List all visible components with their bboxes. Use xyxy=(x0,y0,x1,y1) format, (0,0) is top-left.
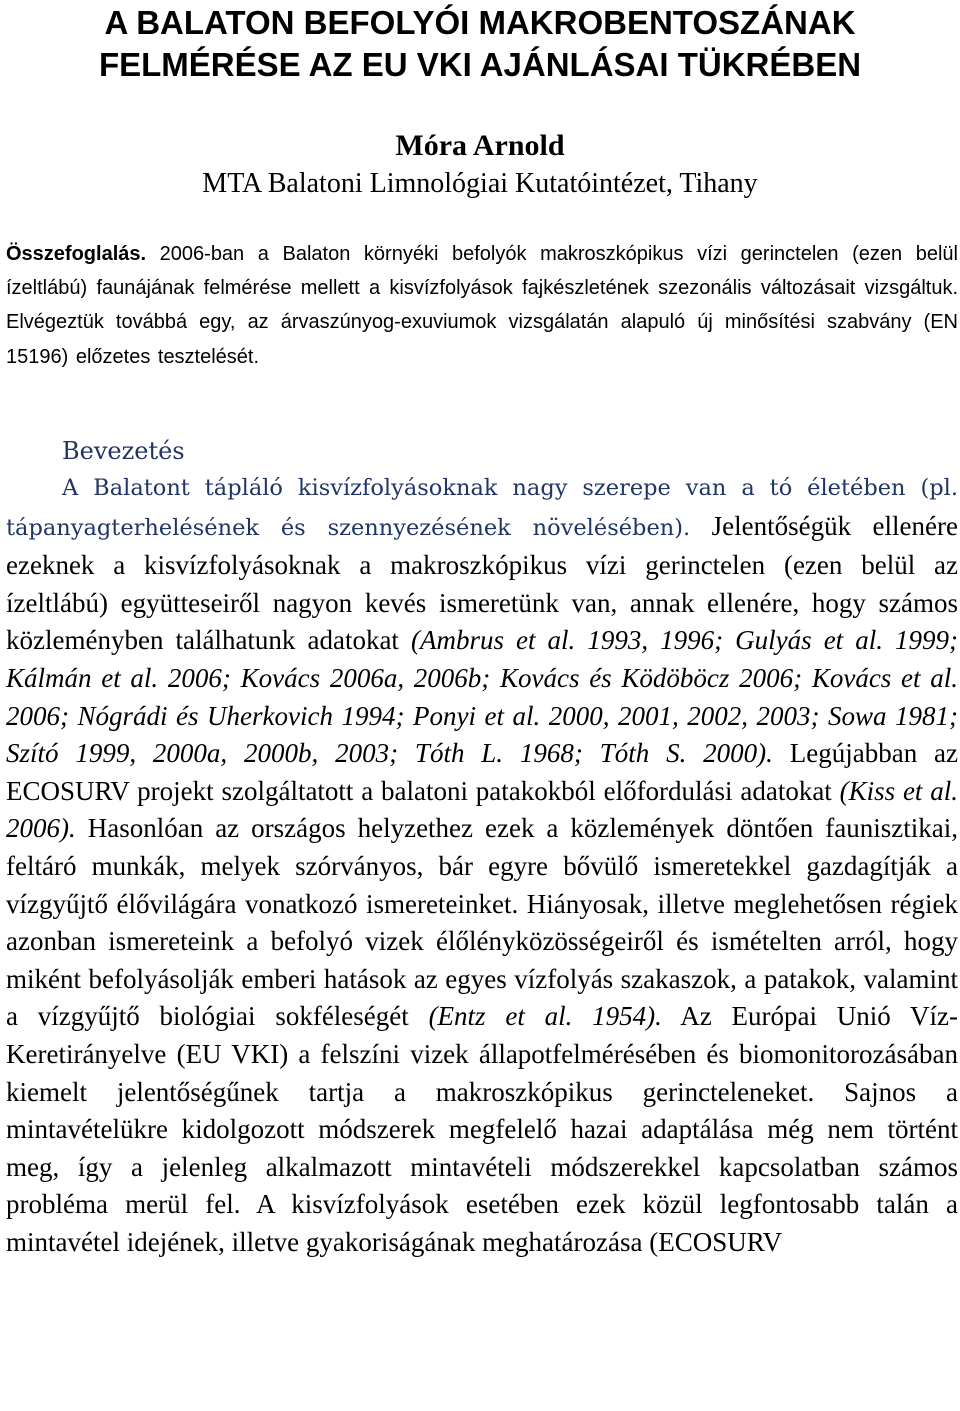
section-heading-introduction: Bevezetés xyxy=(62,437,185,465)
author-affiliation: MTA Balatoni Limnológiai Kutatóintézet, Tihany xyxy=(202,168,758,199)
intro-text-3: Hasonlóan az országos helyzethez ezek a közlemények döntően faunisztikai, feltáró munkák, melyek szórványos, bár egyre bővülő ismeretekkel gazdagítják a vízgyűjtő élővilágára vonatkozó ismereteinket. Hiányosak, illetve meglehetősen régiek azonban ismereteink a befolyó vizek élőlényközösségeiről és ismételten arról, hogy miként befolyásolják emberi hatások az egyes vízfolyás szakaszok, a patakok, valamint a vízgyűjtő biológiai sokféleségét xyxy=(6,813,958,1032)
author-name: Móra Arnold xyxy=(395,129,565,162)
introduction-body xyxy=(6,468,958,1261)
citation-group-3: (Entz et al. 1954). xyxy=(428,1001,662,1032)
intro-text-4: Az Európai Unió Víz-Keretirányelve (EU VKI) a felszíni vizek állapotfelmérésében és biomonitorozásában kiemelt jelentőségűnek tartja a makroszkópikus gerincteleneket. Sajnos a mintavételükre kidolgozott módszerek megfelelő hazai adaptálása még nem történt meg, így a jelenleg alkalmazott mintavételi módszerekkel kapcsolatban számos probléma merül fel. A kisvízfolyások esetében ezek közül legfontosabb talán a mintavétel idejének, illetve gyakoriságának meghatározása (ECOSURV xyxy=(6,1001,959,1257)
abstract-text: 2006-ban a Balaton környéki befolyók makroszkópikus vízi gerinctelen (ezen belül ízeltlábú) faunájának felmérése mellett a kisvízfolyások fajkészletének szezonális változásait vizsgáltuk. Elvégeztük továbbá egy, az árvaszúnyog-exuviumok vizsgálatán alapuló új minősítési szabvány (EN 15196) előzetes tesztelését. xyxy=(6,243,958,368)
abstract-paragraph xyxy=(6,237,958,374)
title-line-2: FELMÉRÉSE AZ EU VKI AJÁNLÁSAI TÜKRÉBEN xyxy=(98,46,862,83)
citation-group-2: (Kiss et al. 2006). xyxy=(6,775,958,844)
intro-first-sentence: A Balatont tápláló kisvízfolyásoknak nagy szerepe van a tó életében (pl. tápanyagterhelésének és szennyezésének növelésében). xyxy=(6,475,958,541)
paper-title xyxy=(10,2,950,86)
intro-text-2: Legújabban az ECOSURV projekt szolgáltatott a balatoni patakokból előfordulási adatokat xyxy=(6,738,958,806)
abstract-label: Összefoglalás. xyxy=(6,243,147,265)
title-line-1: A BALATON BEFOLYÓI MAKROBENTOSZÁNAK xyxy=(104,4,856,41)
citation-group-1: (Ambrus et al. 1993, 1996; Gulyás et al. 1999; Kálmán et al. 2006; Kovács 2006a, 2006b; Kovács és Ködöböcz 2006; Kovács et al. 2006; Nógrádi és Uherkovich 1994; Ponyi et al. 2000, 2001, 2002, 2003; Sowa 1981; Szító 1999, 2000a, 2000b, 2003; Tóth L. 1968; Tóth S. 2000). xyxy=(6,625,958,769)
intro-text-1: Jelentőségük ellenére ezeknek a kisvízfolyásoknak a makroszkópikus vízi gerinctelen (ezen belül az ízeltlábú) együtteseiről nagyon kevés ismeretünk van, annak ellenére, hogy számos közleményben találhatunk adatokat xyxy=(6,510,958,656)
